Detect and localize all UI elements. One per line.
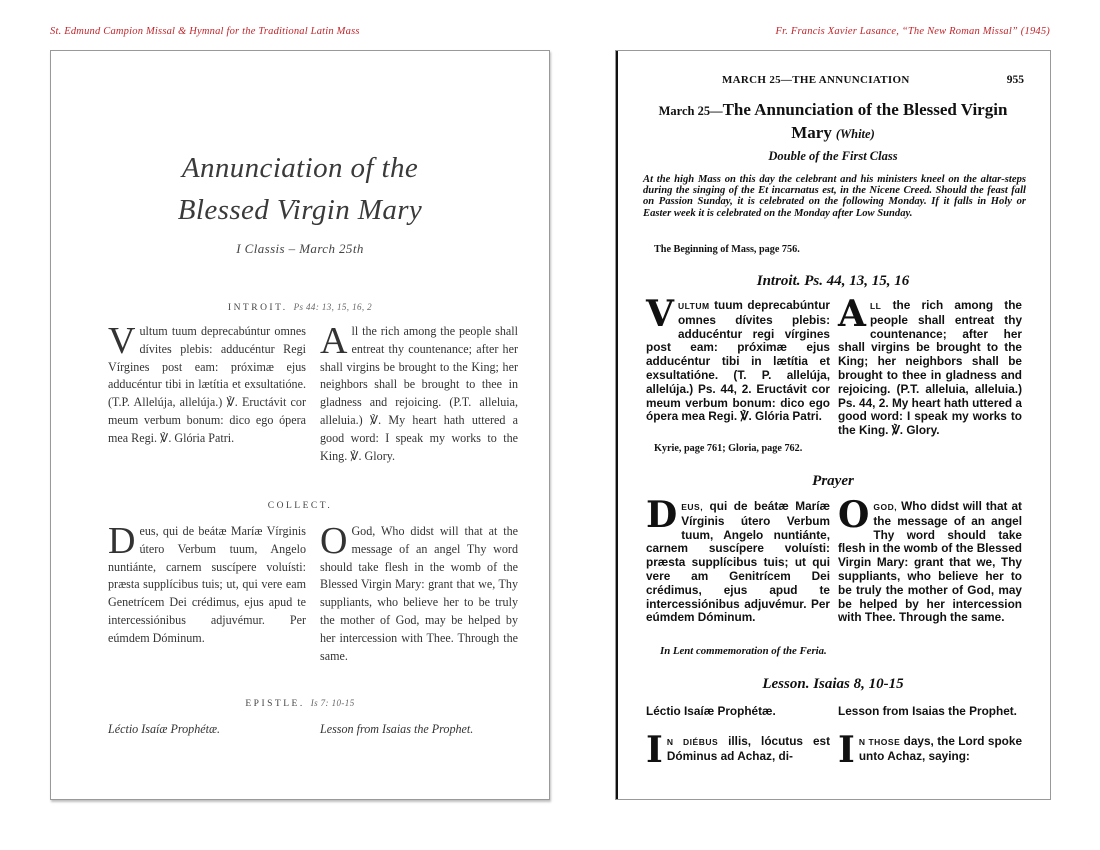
collect-english-dropcap: O bbox=[320, 520, 348, 562]
feast-subtitle: I Classis – March 25th bbox=[236, 241, 364, 256]
prayer-latin-smallcaps: EUS, bbox=[681, 502, 704, 512]
introit-english-scan bbox=[838, 293, 1022, 438]
collect-english bbox=[320, 520, 518, 665]
lesson-latin-scan bbox=[646, 729, 830, 771]
feast-name: The Annunciation of the Blessed Virgin Mary bbox=[722, 100, 1008, 142]
lesson-latin-smallcaps: N DIÉBUS bbox=[666, 737, 719, 747]
introit-english-dropcap: A bbox=[320, 320, 348, 362]
beginning-of-mass: The Beginning of Mass, page 756. bbox=[654, 244, 800, 255]
lesson-english-intro-scan: Lesson from Isaias the Prophet. bbox=[838, 704, 1017, 718]
epistle-latin-intro: Léctio Isaíæ Prophétæ. bbox=[108, 722, 221, 736]
collect-heading bbox=[51, 501, 549, 511]
introit-english-dropcap-scan: A bbox=[838, 293, 866, 335]
introit-latin-text: ultum tuum deprecabúntur omnes dívites plebis: adducéntur Regi Vírgines post eam: próximæ ejus adducéntur tibi in lætítia et exsultatióne. (T.P. Allelúja, allelúja.) ℣. Eructávit cor meum verbum bonum: dico ego ópera mea Regi. ℣. Glória Patri. bbox=[108, 324, 306, 445]
page-number: 955 bbox=[1006, 74, 1024, 86]
left-page bbox=[50, 50, 550, 800]
introit-latin-dropcap: V bbox=[108, 320, 136, 362]
feast-prefix: March 25— bbox=[658, 104, 723, 118]
collect-latin-dropcap: D bbox=[108, 520, 136, 562]
introit-label: INTROIT. bbox=[227, 303, 288, 313]
introit-latin-dropcap-scan: V bbox=[646, 293, 674, 335]
lesson-latin-text-scan: illis, lócutus est Dóminus ad Achaz, di- bbox=[666, 734, 830, 763]
epistle-heading bbox=[51, 698, 549, 709]
lesson-english-scan bbox=[838, 729, 1023, 771]
introit-latin-scan bbox=[646, 293, 830, 424]
feast-title-block bbox=[51, 147, 549, 257]
introit-english-smallcaps: LL bbox=[869, 301, 882, 311]
prayer-english-smallcaps: GOD, bbox=[873, 502, 898, 512]
lesson-english-text-scan: days, the Lord spoke unto Achaz, saying: bbox=[858, 734, 1023, 763]
introit-ref: Ps 44: 13, 15, 16, 2 bbox=[293, 302, 373, 312]
prayer-english-text-scan: Who didst will that at the message of an angel Thy word should take flesh in the womb of the Blessed Virgin Mary: grant that we, Thy suppliants, who believe her to be truly the mother of God, may be helped by her intercession with Thee. Through the same. bbox=[838, 499, 1022, 625]
rubric-main: At the high Mass on this day the celebrant and his ministers kneel on the altar-steps during the singing of the Et incarnatus est, in the Nicene Creed. Should the feast fall on Passion Sunday, it is celebrated on the following Monday. If it falls in Holy or Easter week it is celebrated on the Monday after Low Sunday. bbox=[643, 174, 1026, 219]
feast-title-line2: Blessed Virgin Mary bbox=[177, 194, 423, 226]
introit-latin bbox=[108, 320, 306, 448]
lesson-latin-dropcap-scan: I bbox=[646, 729, 663, 771]
prayer-latin-scan bbox=[646, 494, 830, 625]
feast-heading bbox=[616, 99, 1050, 145]
prayer-english-scan bbox=[838, 494, 1022, 625]
prayer-latin-dropcap-scan: D bbox=[646, 494, 678, 536]
feast-title-line1: Annunciation of the bbox=[181, 152, 419, 184]
prayer-english-dropcap-scan: O bbox=[838, 494, 870, 536]
introit-heading bbox=[51, 302, 549, 313]
kyrie-gloria-ref: Kyrie, page 761; Gloria, page 762. bbox=[654, 443, 803, 454]
feast-color: (White) bbox=[835, 127, 875, 141]
introit-english-text-scan: the rich among the people shall entreat thy countenance; after her shall virgins be brought to the King; her neighbors shall be brought to thee in gladness and rejoicing. (P.T. alleluia, alleluia.) Ps. 44, 2. My heart hath uttered a good word: I speak my works to the King. ℣. Glory. bbox=[838, 298, 1022, 438]
lesson-english-dropcap-scan: I bbox=[838, 729, 855, 771]
epistle-label: EPISTLE. bbox=[245, 699, 305, 709]
running-head: MARCH 25—THE ANNUNCIATION bbox=[722, 74, 910, 86]
collect-latin bbox=[108, 520, 306, 648]
right-page-scan bbox=[615, 50, 1051, 800]
introit-english bbox=[320, 320, 518, 465]
lesson-heading-scan: Lesson. Isaias 8, 10-15 bbox=[762, 676, 904, 692]
introit-latin-text-scan: tuum deprecabúntur omnes dívites plebis: adducéntur regi vírgines post eam: próximæ ejus adducéntur tibi in lætítia et exsultatióne. (T. P. allelúja, allelúja.) Ps. 44, 2. Eructávit cor meum verbum bonum: dico ego ópera mea Regi. ℣. Glória Patri. bbox=[646, 298, 830, 424]
lesson-english-smallcaps: N THOSE bbox=[858, 737, 901, 747]
collect-english-text: God, Who didst will that at the message of an angel Thy word should take flesh in the womb of the Blessed Virgin Mary: grant that we, Thy suppliants, who believe her to be truly the mother of God, may be helped by her intercession with Thee. Through the same. bbox=[320, 524, 518, 663]
lent-commemoration: In Lent commemoration of the Feria. bbox=[660, 645, 827, 657]
prayer-latin-text-scan: qui de beátæ Maríæ Vírginis útero Verbum tuum, Angelo nuntiánte, carnem suscípere voluísti: præsta supplícibus tuis; ut qui vere am Genitrícem Dei crédimus, ejus apud te intercessiónibus adjuvémur. Per eúmdem Dóminum. bbox=[646, 499, 830, 625]
epistle-ref: Is 7: 10-15 bbox=[310, 698, 355, 708]
collect-latin-text: eus, qui de beátæ Maríæ Vírginis útero Verbum tuum, Angelo nuntiánte, carnem suscípere voluísti: præsta supplícibus tuis; ut, qui vere eam Genetrícem Dei crédimus, ejus apud te intercessiónibus adjuvémur. Per eúmdem Dóminum. bbox=[108, 524, 306, 645]
lesson-latin-intro-scan: Léctio Isaíæ Prophétæ. bbox=[646, 704, 776, 718]
header-right-title: Fr. Francis Xavier Lasance, “The New Roman Missal” (1945) bbox=[775, 26, 1050, 37]
prayer-heading-scan: Prayer bbox=[812, 473, 854, 489]
introit-english-text: ll the rich among the people shall entreat thy countenance; after her shall virgins be brought to the King; her neighbors shall be brought to thee in gladness and rejoicing. (P.T. alleluia, alleluia.) ℣. My heart hath uttered a good word: I speak my works to the King. ℣. Glory. bbox=[320, 324, 518, 463]
feast-rank: Double of the First Class bbox=[768, 149, 898, 163]
introit-latin-smallcaps: ULTUM bbox=[677, 301, 710, 311]
header-left-title: St. Edmund Campion Missal & Hymnal for the Traditional Latin Mass bbox=[50, 26, 360, 37]
epistle-english-intro: Lesson from Isaias the Prophet. bbox=[320, 722, 474, 736]
collect-label: COLLECT. bbox=[267, 501, 333, 511]
introit-heading-scan: Introit. Ps. 44, 13, 15, 16 bbox=[756, 273, 910, 289]
